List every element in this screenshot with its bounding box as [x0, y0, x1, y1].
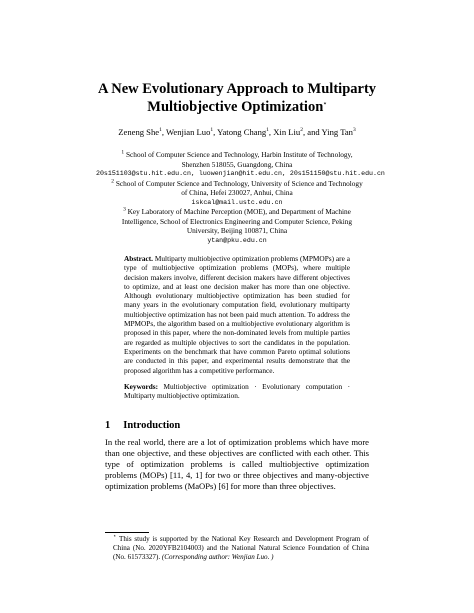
author-list	[60, 127, 414, 138]
affiliation-1-emails: 20s151103@stu.hit.edu.cn, luowenjian@hit.edu.cn, 20s151150@stu.hit.edu.cn	[96, 170, 385, 177]
affiliation-3-line-3: University, Beijing 100871, China	[186, 226, 288, 235]
section-heading	[105, 420, 180, 431]
abstract	[124, 254, 350, 400]
affiliation-1-line-1	[96, 150, 378, 160]
affiliation-2-line-1	[96, 179, 378, 189]
keywords-text: Multiobjective optimization · Evolutionary computation · Multiparty multiobjective optimization.	[124, 381, 351, 401]
abstract-body	[124, 254, 350, 375]
affiliation-1-line-2: Shenzhen 518055, Guangdong, China	[181, 159, 293, 169]
abstract-label: Abstract.	[124, 254, 153, 263]
footnote-body	[105, 535, 369, 562]
footnote-rule	[105, 532, 149, 533]
affiliation-3-text: Key Laboratory of Machine Perception (MOE), and Department of Machine	[127, 207, 351, 216]
title-footnote-mark: ⋆	[323, 101, 327, 108]
affiliation-1-mark: 1	[121, 149, 125, 156]
footnote	[105, 535, 369, 562]
author-name: Zeneng She	[118, 127, 160, 137]
affiliation-3-line-1	[96, 207, 378, 217]
author-separator: ,	[268, 127, 274, 137]
author-affil-mark: 2	[300, 127, 303, 134]
affiliation-2-mark: 2	[111, 178, 115, 185]
author-affil-mark: 1	[266, 127, 269, 134]
footnote-mark: ⋆	[113, 533, 117, 540]
author-affil-mark: 1	[159, 127, 162, 134]
title-line-2	[60, 98, 414, 116]
affiliation-2-email: iskcal@mail.ustc.edu.cn	[191, 198, 283, 206]
paper-title	[60, 80, 414, 116]
author-name: Yatong Chang	[217, 127, 267, 137]
footnote-text: This study is supported by the National Key Research and Development Program of China (No. 2020YFB2104003) and the National Natural Science Foundation of China (No. 61573327).	[113, 535, 369, 561]
author-name: Wenjian Luo	[165, 127, 211, 137]
keywords	[124, 382, 350, 401]
section-title: Introduction	[123, 420, 181, 431]
affiliation-2-text: School of Computer Science and Technology, University of Science and Technology	[115, 178, 363, 188]
affiliation-3-mark: 3	[123, 206, 126, 213]
author-affil-mark: 3	[352, 127, 356, 134]
intro-paragraph: In the real world, there are a lot of optimization problems which have more than one objective, and these objectives are conflicted with each other. This type of optimization problems is called multiobjective optimization problems (MOPs) [11, 4, 1] for two or three objectives and many-objective optimization problems (MaOPs) [6] for more than three objectives.	[105, 437, 369, 491]
author-and: , and	[302, 127, 322, 137]
abstract-text: Multiparty multiobjective optimization problems (MPMOPs) are a type of multiobjective optimization problems (MOPs), where multiple decision makers involve, different decision makers have different objectives to optimize, and at least one decision maker has more than one objective. Although evolutionary multiobjective optimization has been studied for many years in the evolutionary computation field, evolutionary multiparty multiobjective optimization has not been paid much attention. To address the MPMOPs, the algorithm based on a multiobjective evolutionary algorithm is proposed in this paper, where the non-dominated levels from multiple parties are regarded as multiple objectives to sort the candidates in the population. Experiments on the benchmark that have common Pareto optimal solutions are conducted in this paper, and experimental results demonstrate that the proposed algorithm has a competitive performance.	[124, 254, 350, 375]
affiliation-2-line-2: of China, Hefei 230027, Anhui, China	[181, 188, 293, 197]
footnote-corresponding-author: (Corresponding author: Wenjian Luo. )	[161, 553, 274, 561]
title-line-1: A New Evolutionary Approach to Multiparty	[97, 81, 377, 97]
author-affil-mark: 1	[210, 127, 214, 134]
author-separator: ,	[213, 127, 218, 137]
author-name: Ying Tan	[321, 127, 353, 137]
keywords-label: Keywords:	[124, 381, 159, 391]
author-name: Xin Liu	[273, 127, 301, 137]
affiliation-3-line-2: Intelligence, School of Electronics Engineering and Computer Science, Peking	[121, 216, 353, 226]
author-separator: ,	[161, 127, 166, 137]
title-line-2-text: Multiobjective Optimization	[147, 99, 324, 115]
affiliation-3-email: ytan@pku.edu.cn	[207, 236, 267, 244]
affiliations	[96, 149, 385, 245]
affiliation-1-text: School of Computer Science and Technology, Harbin Institute of Technology,	[126, 150, 353, 159]
section-number: 1	[105, 420, 111, 431]
